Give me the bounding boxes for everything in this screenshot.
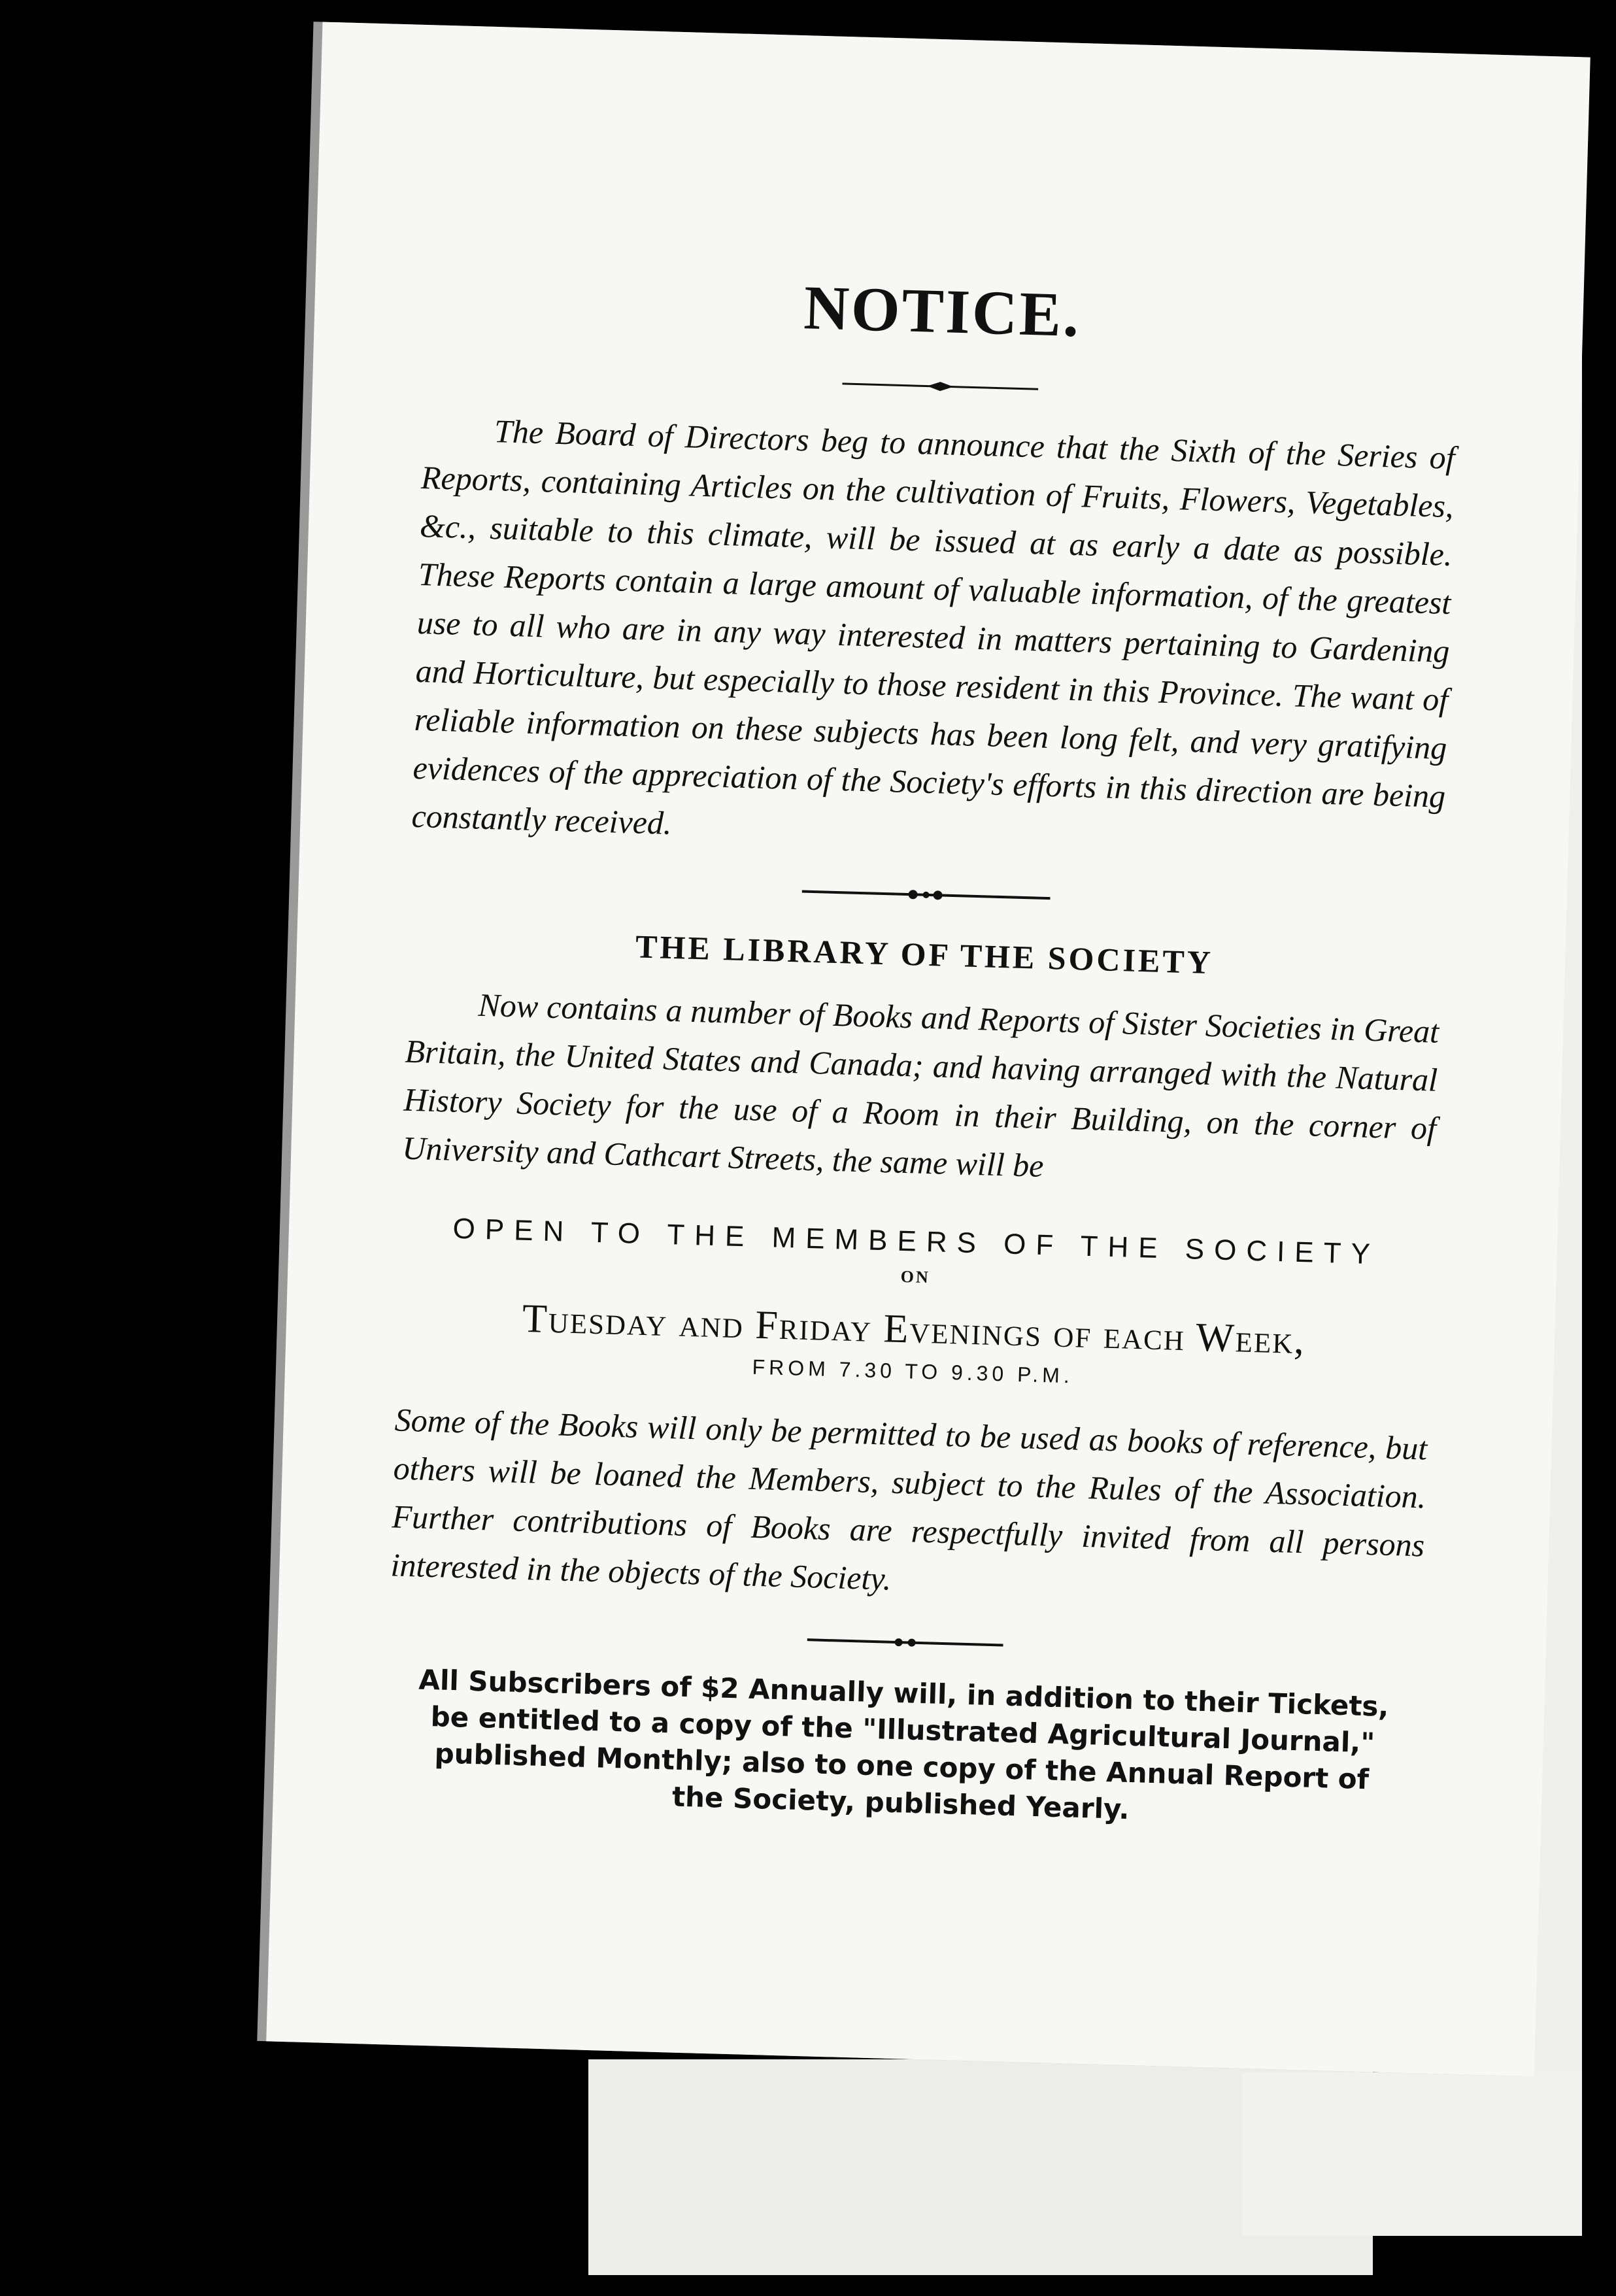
back-paper-bottom-right xyxy=(1242,2072,1582,2236)
days-line: Tuesday and Friday Evenings of each Week, xyxy=(522,1296,1306,1363)
page-content xyxy=(384,260,1459,1836)
ornament-divider-1 xyxy=(842,377,1038,396)
notice-title: NOTICE. xyxy=(803,272,1082,350)
rules-paragraph: Some of the Books will only be permitted to be used as books of reference, but others will be loaned the Members, subject to the Rules of the Association. Further contributions of Books are respectfully invited from all persons interested in the objects of the Society. xyxy=(390,1401,1428,1597)
ornament-divider-3 xyxy=(807,1633,1003,1651)
library-paragraph: Now contains a number of Books and Reports of Sister Societies in Great Britain, the United States and Canada; and having arranged with the Natural History Society for the use of a Room in their Building, on the corner of University and Cathcart Streets, the same will be xyxy=(401,986,1439,1184)
notice-paragraph: The Board of Directors beg to announce that the Sixth of the Series of Reports, containing Articles on the cultivation of Fruits, Flowers, Vegetables, &c., suitable to this climate, will be issued at as early a date as possible. These Reports contain a large amount of valuable information, of the greatest use to all who are in any way interested in matters pertaining to Gardening and Horticulture, but especially to those resident in this Province. The want of reliable information on these subjects has been long felt, and very gratifying evidences of the appreciation of the Society's efforts in this direction are being constantly received. xyxy=(411,413,1456,841)
hours-line: FROM 7.30 TO 9.30 P.M. xyxy=(752,1355,1074,1388)
on-line: ON xyxy=(900,1266,931,1287)
subscribers-footer: All Subscribers of $2 Annually will, in addition to their Tickets, be entitled to a copy of the "Illustrated Agricultural Journal," published Monthly; also to one copy of the Annual Report of the Society, published Yearly. xyxy=(418,1663,1390,1826)
ornament-divider-2 xyxy=(801,884,1051,907)
open-to-members-line: OPEN TO THE MEMBERS OF THE SOCIETY xyxy=(452,1212,1381,1271)
library-heading: THE LIBRARY OF THE SOCIETY xyxy=(635,928,1214,981)
notice-page xyxy=(266,22,1591,2077)
